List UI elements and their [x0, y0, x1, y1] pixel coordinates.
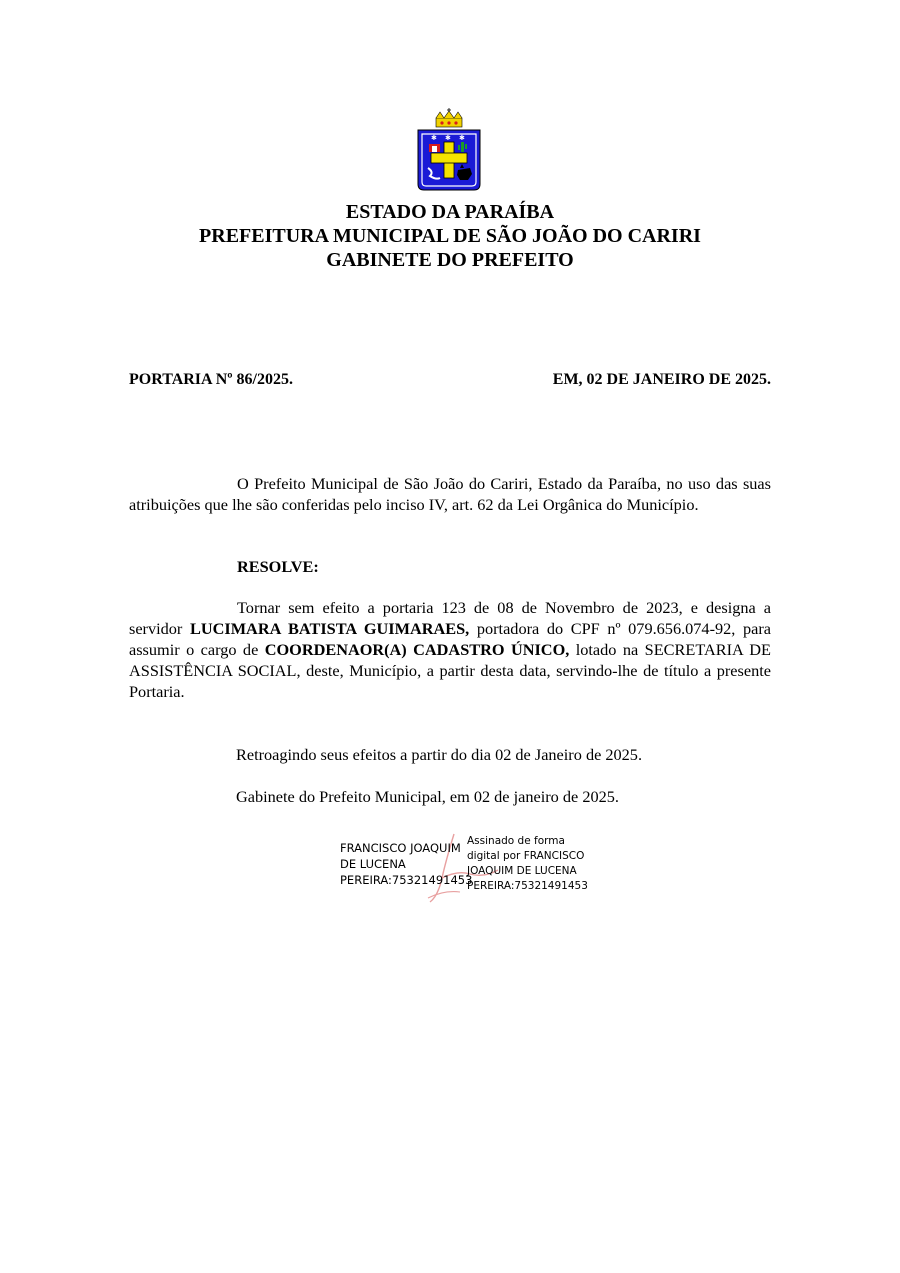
employee-name: LUCIMARA BATISTA GUIMARAES,: [189, 619, 470, 638]
decision-text-part-2: portadora do CPF nº 079.656.074-92, para assumir o cargo de: [129, 619, 771, 659]
svg-text:✱: ✱: [459, 134, 465, 142]
decision-text-part-3: lotado na SECRETARIA DE ASSISTÊNCIA SOCIAL, deste, Município, a partir desta data, servindo-lhe de título a presente Portaria.: [129, 640, 771, 701]
assigned-role: COORDENAOR(A) CADASTRO ÚNICO,: [264, 640, 570, 659]
signature-note-line-2: digital por FRANCISCO: [467, 850, 585, 862]
municipality-heading: PREFEITURA MUNICIPAL DE SÃO JOÃO DO CARIRI: [199, 225, 701, 247]
signer-line-2: DE LUCENA: [340, 857, 406, 871]
digital-signature-block: [338, 834, 598, 904]
intro-paragraph: O Prefeito Municipal de São João do Cariri, Estado da Paraíba, no uso das suas atribuições que lhe são conferidas pelo inciso IV, art. 62 da Lei Orgânica do Município.: [129, 474, 771, 514]
municipal-coat-of-arms-icon: [416, 108, 482, 194]
office-heading: GABINETE DO PREFEITO: [326, 249, 574, 271]
signature-note-line-3: JOAQUIM DE LUCENA: [467, 865, 577, 877]
closing-line: Gabinete do Prefeito Municipal, em 02 de janeiro de 2025.: [236, 787, 619, 806]
signature-note-line-1: Assinado de forma: [467, 835, 565, 847]
svg-text:✱: ✱: [445, 134, 451, 142]
retroactive-line: Retroagindo seus efeitos a partir do dia 02 de Janeiro de 2025.: [236, 745, 643, 764]
portaria-number: PORTARIA Nº 86/2025.: [129, 371, 293, 388]
resolve-heading: RESOLVE:: [237, 557, 319, 576]
signer-line-3: PEREIRA:75321491453: [340, 873, 473, 887]
signature-note-line-4: PEREIRA:75321491453: [467, 880, 588, 892]
signer-line-1: FRANCISCO JOAQUIM: [340, 841, 461, 855]
signature-note-block: [467, 834, 588, 894]
decision-text-part-1: Tornar sem efeito a portaria 123 de 08 de Novembro de 2023, e designa a servidor: [129, 598, 771, 638]
state-heading: ESTADO DA PARAÍBA: [345, 201, 555, 223]
decision-paragraph: [129, 597, 771, 702]
portaria-date: EM, 02 DE JANEIRO DE 2025.: [552, 371, 771, 388]
svg-text:✱: ✱: [431, 134, 437, 142]
signer-name-block: [340, 840, 472, 888]
